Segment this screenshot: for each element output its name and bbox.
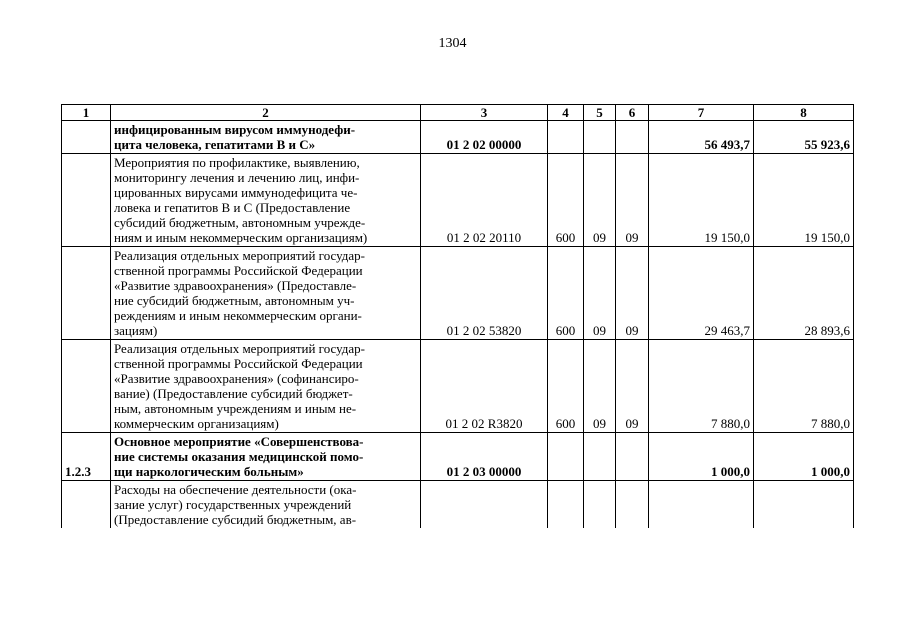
target-article-cell: 01 2 02 20110 (421, 154, 548, 247)
header-cell-2: 2 (111, 105, 421, 121)
row-number-cell (62, 340, 111, 433)
target-article-cell: 01 2 02 53820 (421, 247, 548, 340)
amount-year1-cell: 7 880,0 (649, 340, 754, 433)
table-row (62, 481, 854, 529)
amount-year1-cell (649, 481, 754, 529)
subsection-cell (616, 433, 649, 481)
target-article-cell: 01 2 02 00000 (421, 121, 548, 154)
header-row (62, 105, 854, 121)
table-row (62, 433, 854, 481)
row-name-cell: Мероприятия по профилактике, выявлению, мониторингу лечения и лечению лиц, инфи- цированных вирусами иммунодефицита че- ловека и гепатитов В и С (Предоставление субсидий бюджетным, автономным учрежде- ниям и иным некоммерческим организациям) (111, 154, 421, 247)
header-cell-3: 3 (421, 105, 548, 121)
section-cell (584, 481, 616, 529)
expense-type-cell (548, 121, 584, 154)
header-cell-6: 6 (616, 105, 649, 121)
target-article-cell (421, 481, 548, 529)
row-name-cell: инфицированным вирусом иммунодефи- цита человека, гепатитами В и С» (111, 121, 421, 154)
amount-year2-cell: 19 150,0 (754, 154, 854, 247)
expense-type-cell (548, 433, 584, 481)
row-name-cell: Расходы на обеспечение деятельности (ока- зание услуг) государственных учреждений (Предоставление субсидий бюджетным, ав- (111, 481, 421, 529)
table-row (62, 154, 854, 247)
section-cell: 09 (584, 154, 616, 247)
subsection-cell: 09 (616, 340, 649, 433)
row-name-cell: Реализация отдельных мероприятий государ- ственной программы Российской Федерации «Развитие здравоохранения» (софинансиро- вание) (Предоставление субсидий бюджет- ным, автономным учреждениям и иным не- коммерческим организациям) (111, 340, 421, 433)
subsection-cell (616, 481, 649, 529)
row-number-cell (62, 247, 111, 340)
table-row (62, 121, 854, 154)
budget-table (61, 104, 854, 528)
expense-type-cell: 600 (548, 247, 584, 340)
amount-year1-cell: 19 150,0 (649, 154, 754, 247)
row-number-cell: 1.2.3 (62, 433, 111, 481)
expense-type-cell: 600 (548, 154, 584, 247)
amount-year2-cell: 1 000,0 (754, 433, 854, 481)
expense-type-cell: 600 (548, 340, 584, 433)
section-cell (584, 433, 616, 481)
subsection-cell: 09 (616, 247, 649, 340)
table-row (62, 247, 854, 340)
row-number-cell (62, 121, 111, 154)
subsection-cell: 09 (616, 154, 649, 247)
expense-type-cell (548, 481, 584, 529)
page-number: 1304 (438, 36, 467, 51)
table-row (62, 340, 854, 433)
row-name-cell: Реализация отдельных мероприятий государ- ственной программы Российской Федерации «Развитие здравоохранения» (Предоставле- ние субсидий бюджетным, автономным уч- реждениям и иным некоммерческим органи- зациям) (111, 247, 421, 340)
amount-year1-cell: 29 463,7 (649, 247, 754, 340)
header-cell-5: 5 (584, 105, 616, 121)
amount-year1-cell: 56 493,7 (649, 121, 754, 154)
target-article-cell: 01 2 02 R3820 (421, 340, 548, 433)
amount-year1-cell: 1 000,0 (649, 433, 754, 481)
header-cell-4: 4 (548, 105, 584, 121)
subsection-cell (616, 121, 649, 154)
header-cell-8: 8 (754, 105, 854, 121)
row-number-cell (62, 481, 111, 529)
section-cell: 09 (584, 247, 616, 340)
row-name-cell: Основное мероприятие «Совершенствова- ние системы оказания медицинской помо- щи наркологическим больным» (111, 433, 421, 481)
section-cell: 09 (584, 340, 616, 433)
section-cell (584, 121, 616, 154)
header-cell-1: 1 (62, 105, 111, 121)
table-body (62, 121, 854, 529)
header-cell-7: 7 (649, 105, 754, 121)
amount-year2-cell (754, 481, 854, 529)
amount-year2-cell: 28 893,6 (754, 247, 854, 340)
target-article-cell: 01 2 03 00000 (421, 433, 548, 481)
amount-year2-cell: 7 880,0 (754, 340, 854, 433)
amount-year2-cell: 55 923,6 (754, 121, 854, 154)
row-number-cell (62, 154, 111, 247)
